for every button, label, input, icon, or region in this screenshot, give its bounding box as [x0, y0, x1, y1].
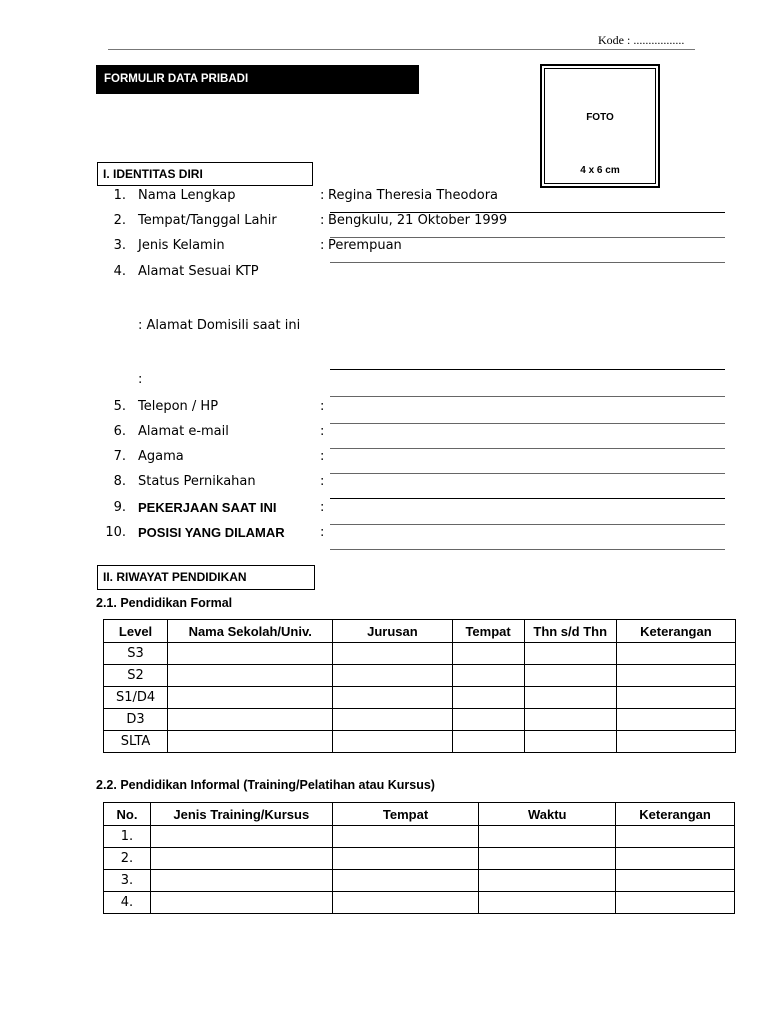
table-cell[interactable]: [333, 643, 452, 665]
item-number: 1.: [113, 188, 126, 203]
table-cell[interactable]: [616, 731, 735, 753]
label-email: Alamat e-mail: [138, 424, 229, 439]
photo-box: [540, 64, 660, 188]
formal-education-table: [103, 619, 736, 753]
column-header: Keterangan: [616, 803, 735, 826]
form-title: FORMULIR DATA PRIBADI: [96, 65, 419, 94]
table-cell[interactable]: [616, 892, 735, 914]
section-pendidikan-title: II. RIWAYAT PENDIDIKAN: [97, 565, 315, 590]
table-cell[interactable]: [333, 687, 452, 709]
table-cell[interactable]: [616, 848, 735, 870]
label-alamat-ktp: Alamat Sesuai KTP: [138, 264, 259, 279]
item-number: 10.: [105, 525, 126, 540]
column-header: Thn s/d Thn: [524, 620, 616, 643]
colon: :: [320, 399, 325, 414]
table-row: [104, 687, 736, 709]
field-underline: [330, 262, 725, 263]
formal-education-heading: 2.1. Pendidikan Formal: [96, 596, 233, 610]
level-cell: S1/D4: [104, 687, 168, 709]
item-number: 9.: [113, 500, 126, 515]
photo-frame: [544, 68, 656, 184]
row-number-cell: 4.: [104, 892, 151, 914]
field-underline: [330, 473, 725, 474]
table-cell[interactable]: [150, 848, 332, 870]
label-tempat-tanggal-lahir: Tempat/Tanggal Lahir: [138, 213, 277, 228]
table-cell[interactable]: [150, 892, 332, 914]
field-underline: [330, 423, 725, 424]
colon: :: [320, 500, 325, 515]
table-row: [104, 870, 735, 892]
column-header: Tempat: [332, 803, 479, 826]
label-status-pernikahan: Status Pernikahan: [138, 474, 256, 489]
table-cell[interactable]: [616, 643, 735, 665]
form-code-label: Kode : .................: [598, 33, 685, 47]
informal-education-heading: 2.2. Pendidikan Informal (Training/Pelatihan atau Kursus): [96, 778, 435, 792]
table-cell[interactable]: [150, 870, 332, 892]
table-cell[interactable]: [168, 665, 333, 687]
table-cell[interactable]: [332, 892, 479, 914]
table-row: [104, 731, 736, 753]
table-cell[interactable]: [524, 731, 616, 753]
colon: :: [138, 372, 143, 387]
label-nama-lengkap: Nama Lengkap: [138, 188, 236, 203]
table-row: [104, 848, 735, 870]
table-header-row: [104, 620, 736, 643]
field-underline: [330, 498, 725, 499]
table-cell[interactable]: [168, 687, 333, 709]
table-cell[interactable]: [479, 870, 616, 892]
table-cell[interactable]: [168, 643, 333, 665]
label-telepon: Telepon / HP: [138, 399, 219, 414]
item-number: 5.: [113, 399, 126, 414]
table-row: [104, 709, 736, 731]
photo-size-label: 4 x 6 cm: [580, 165, 620, 176]
label-agama: Agama: [138, 449, 184, 464]
table-cell[interactable]: [168, 709, 333, 731]
field-underline: [330, 369, 725, 370]
table-cell[interactable]: [479, 826, 616, 848]
table-cell[interactable]: [333, 709, 452, 731]
column-header: Jenis Training/Kursus: [150, 803, 332, 826]
colon: :: [320, 525, 325, 540]
table-cell[interactable]: [333, 731, 452, 753]
row-number-cell: 1.: [104, 826, 151, 848]
value-jenis-kelamin[interactable]: Perempuan: [328, 238, 402, 253]
table-cell[interactable]: [452, 643, 524, 665]
field-underline: [330, 396, 725, 397]
item-number: 6.: [113, 424, 126, 439]
column-header: No.: [104, 803, 151, 826]
colon: :: [320, 188, 325, 203]
field-underline: [330, 549, 725, 550]
table-cell[interactable]: [479, 848, 616, 870]
table-cell[interactable]: [452, 665, 524, 687]
table-cell[interactable]: [332, 848, 479, 870]
field-underline: [330, 448, 725, 449]
table-cell[interactable]: [332, 826, 479, 848]
label-pekerjaan: PEKERJAAN SAAT INI: [138, 500, 277, 515]
label-alamat-domisili: : Alamat Domisili saat ini: [138, 318, 301, 333]
table-cell[interactable]: [479, 892, 616, 914]
table-header-row: [104, 803, 735, 826]
header-rule: [108, 49, 695, 50]
colon: :: [320, 474, 325, 489]
item-number: 7.: [113, 449, 126, 464]
value-tempat-tanggal-lahir[interactable]: Bengkulu, 21 Oktober 1999: [328, 213, 508, 228]
label-jenis-kelamin: Jenis Kelamin: [138, 238, 225, 253]
table-cell[interactable]: [168, 731, 333, 753]
table-row: [104, 892, 735, 914]
table-cell[interactable]: [333, 665, 452, 687]
item-number: 3.: [113, 238, 126, 253]
photo-label: FOTO: [586, 112, 614, 123]
table-cell[interactable]: [616, 870, 735, 892]
table-cell[interactable]: [616, 709, 735, 731]
row-number-cell: 3.: [104, 870, 151, 892]
table-cell[interactable]: [616, 687, 735, 709]
field-underline: [330, 524, 725, 525]
item-number: 4.: [113, 264, 126, 279]
level-cell: S2: [104, 665, 168, 687]
table-cell[interactable]: [452, 687, 524, 709]
column-header: Keterangan: [616, 620, 735, 643]
table-cell[interactable]: [150, 826, 332, 848]
column-header: Level: [104, 620, 168, 643]
colon: :: [320, 238, 325, 253]
table-cell[interactable]: [452, 709, 524, 731]
column-header: Jurusan: [333, 620, 452, 643]
level-cell: SLTA: [104, 731, 168, 753]
item-number: 8.: [113, 474, 126, 489]
colon: :: [320, 424, 325, 439]
column-header: Tempat: [452, 620, 524, 643]
table-cell[interactable]: [332, 870, 479, 892]
informal-education-table: [103, 802, 735, 914]
section-identitas-title: I. IDENTITAS DIRI: [97, 162, 313, 186]
table-cell[interactable]: [616, 826, 735, 848]
table-row: [104, 826, 735, 848]
table-cell[interactable]: [524, 709, 616, 731]
colon: :: [320, 449, 325, 464]
colon: :: [320, 213, 325, 228]
table-row: [104, 643, 736, 665]
table-cell[interactable]: [524, 665, 616, 687]
value-nama-lengkap[interactable]: Regina Theresia Theodora: [328, 188, 499, 203]
table-row: [104, 665, 736, 687]
column-header: Nama Sekolah/Univ.: [168, 620, 333, 643]
table-cell[interactable]: [452, 731, 524, 753]
table-cell[interactable]: [616, 665, 735, 687]
level-cell: S3: [104, 643, 168, 665]
level-cell: D3: [104, 709, 168, 731]
row-number-cell: 2.: [104, 848, 151, 870]
table-cell[interactable]: [524, 643, 616, 665]
item-number: 2.: [113, 213, 126, 228]
label-posisi: POSISI YANG DILAMAR: [138, 525, 285, 540]
column-header: Waktu: [479, 803, 616, 826]
table-cell[interactable]: [524, 687, 616, 709]
